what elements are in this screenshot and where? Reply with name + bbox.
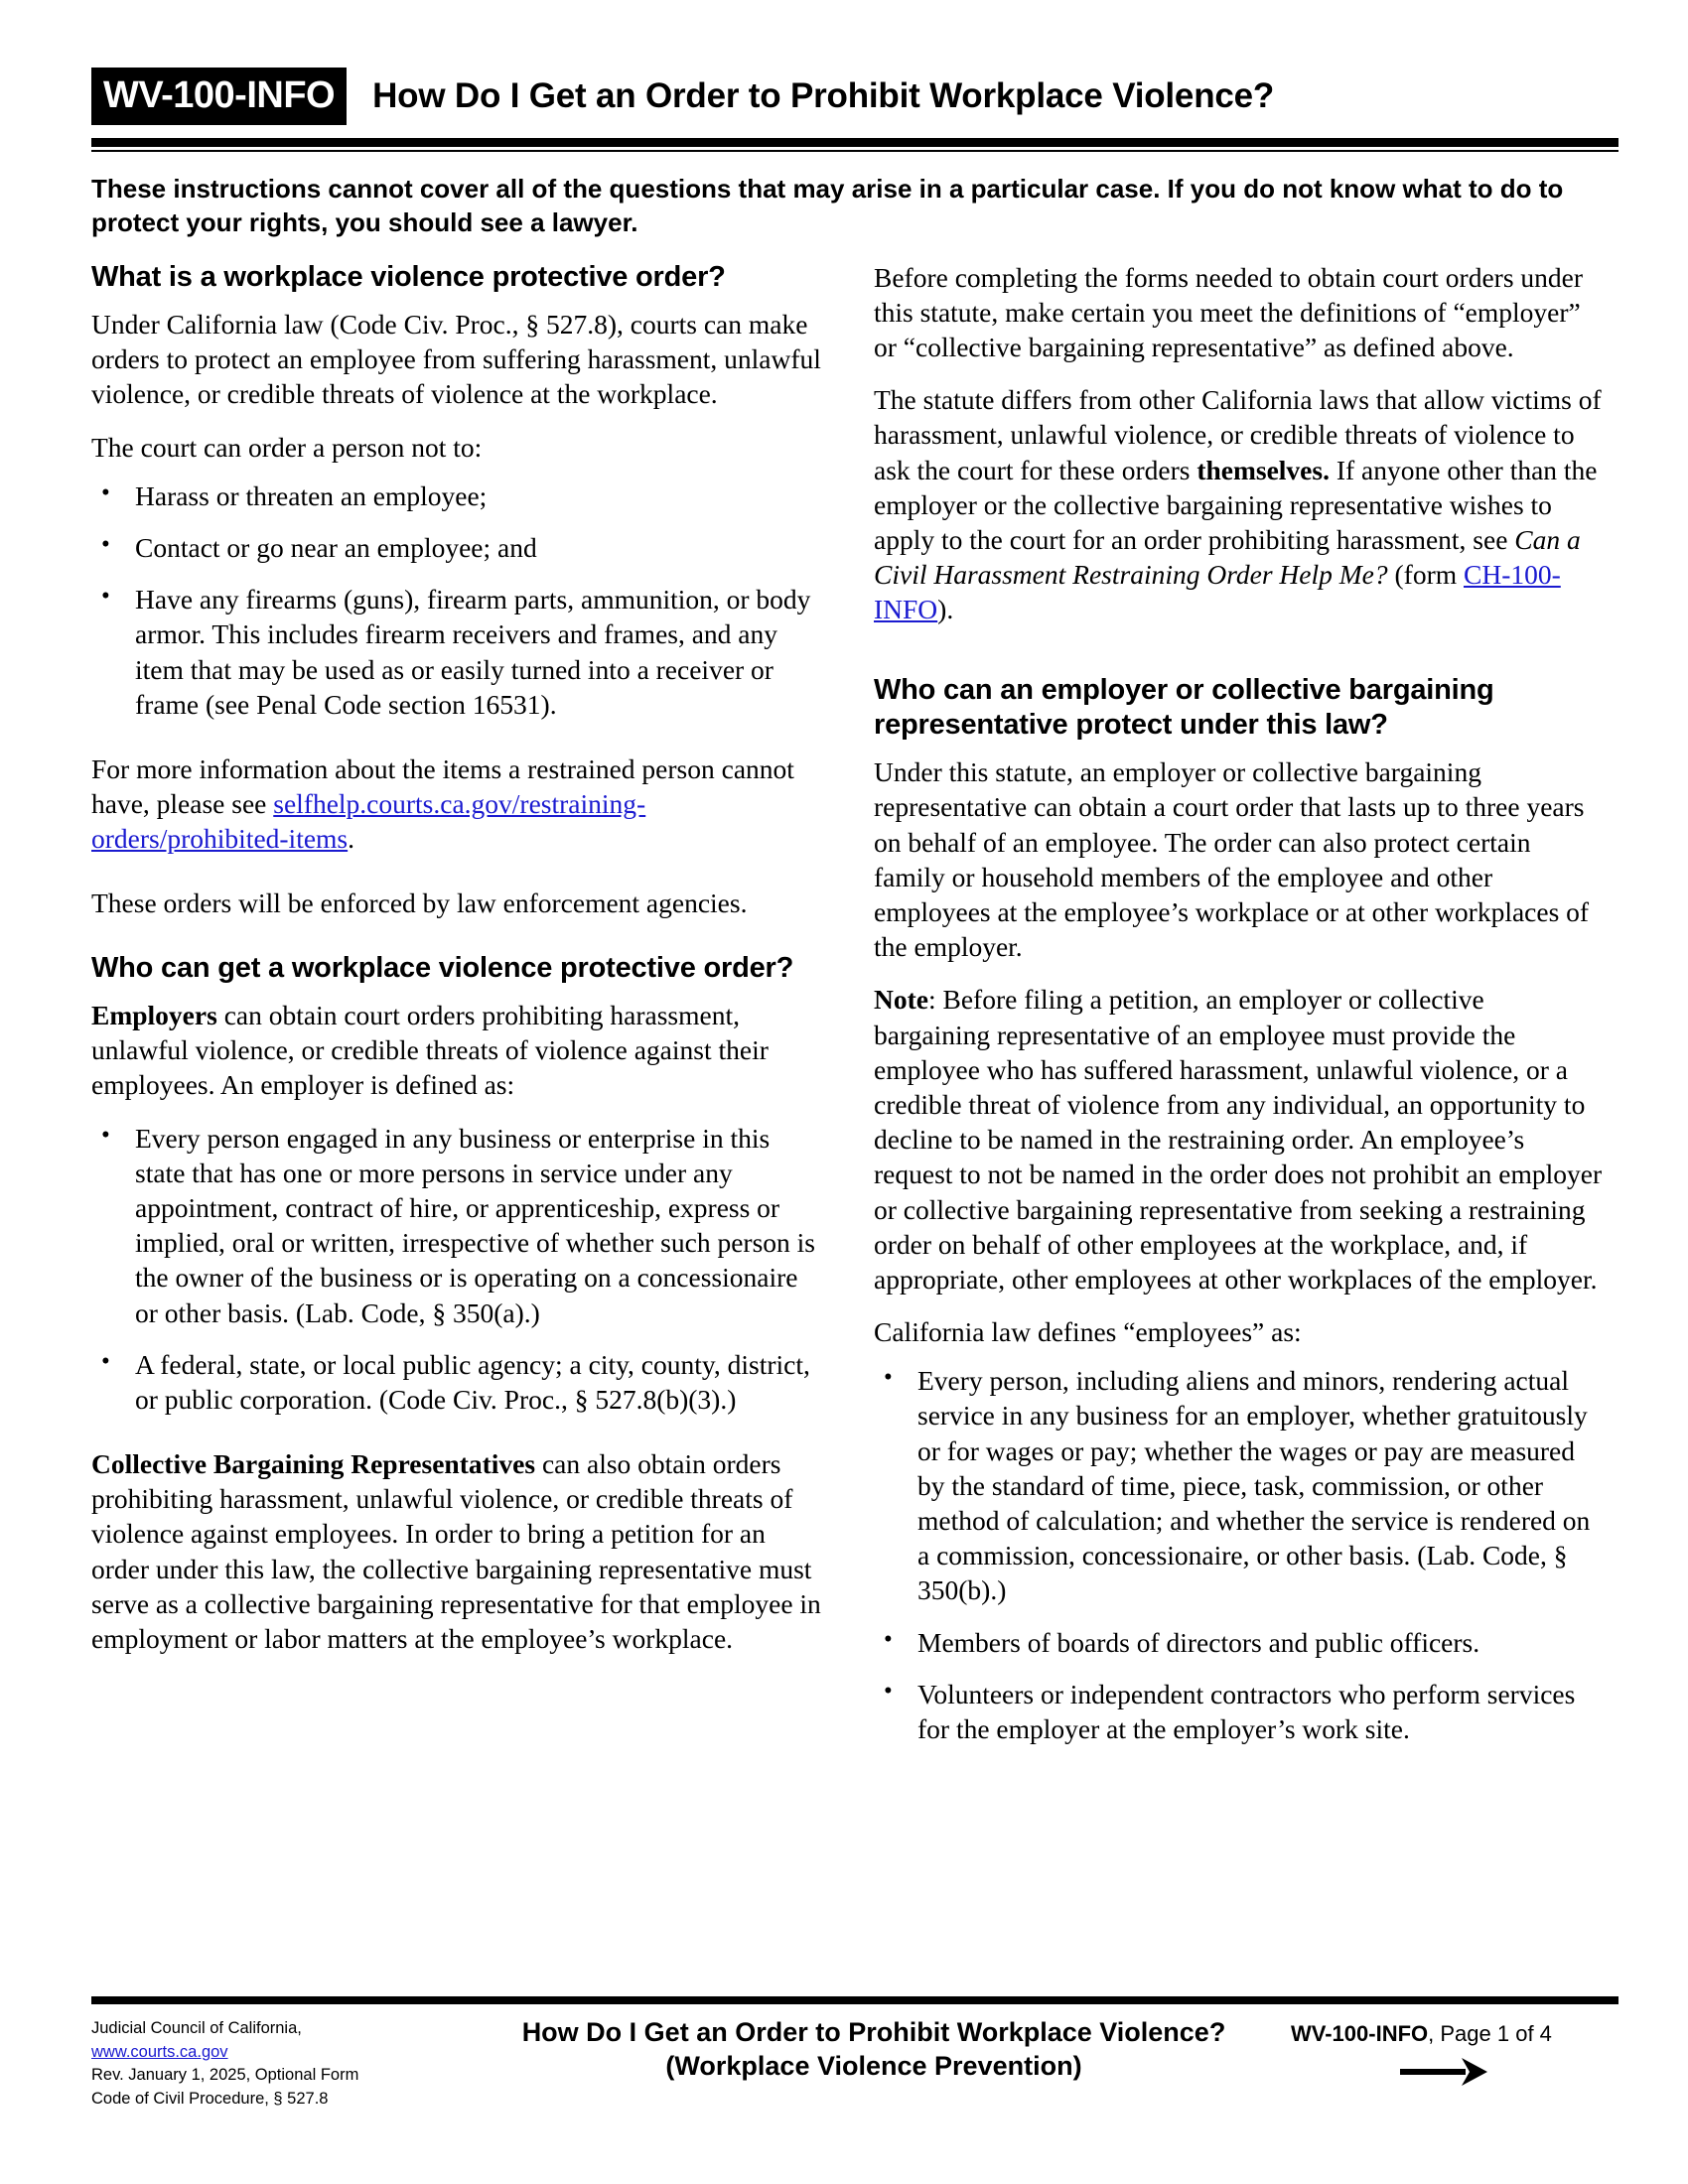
paragraph-collective-bargaining <box>91 1446 822 1656</box>
footer-right-block <box>1291 2013 1618 2095</box>
footer-form-number: WV-100-INFO <box>1291 2021 1429 2047</box>
paragraph-under-california-law: Under California law (Code Civ. Proc., § 527.8), courts can make orders to protect an employee from suffering harassment, unlawful violence, or credible threats of violence at the workplace. <box>91 309 821 410</box>
two-column-body <box>91 260 1618 1765</box>
prohibited-items-link[interactable]: selfhelp.courts.ca.gov/restraining-orders/prohibited-items <box>91 788 646 855</box>
paragraph-under-this-statute: Under this statute, an employer or collective bargaining representative can obtain a court order that lasts up to three years on behalf of an employee. The order can also protect certain family or household members of the employee and other employees at the employee’s workplace or at other workplaces of the employer. <box>874 756 1590 963</box>
text-part-c: (form <box>1387 559 1464 591</box>
courts-website-link[interactable]: www.courts.ca.gov <box>91 2042 228 2061</box>
ch-100-info-link[interactable]: CH-100-INFO <box>874 559 1561 625</box>
text-part-b: If anyone other than the employer or the collective bargaining representative wishes to apply to the court for an order prohibiting harassment, see <box>874 454 1598 555</box>
collective-bargaining-text: can also obtain orders prohibiting harassment, unlawful violence, or credible threats of violence against employees. In order to bring a petition for an order under this law, the collective bargaining representative must serve as a collective bargaining representative for that employee in employment or labor matters at the employee’s workplace. <box>91 1448 821 1654</box>
note-bold-lead: Note <box>874 984 928 1016</box>
header-rule-thick <box>91 138 1618 147</box>
next-page-arrow-icon <box>1291 2055 1618 2095</box>
spacer <box>91 740 822 751</box>
list-item: • Have any firearms (guns), firearm parts, ammunition, or body armor. This includes firearm receivers and frames, and any item that may be used as or easily turned into a receiver or frame (see Penal Code section 16531). <box>91 582 822 722</box>
list-item: • Every person, including aliens and minors, rendering actual service in any business for an employer, whether gratuitously or for wages or pay; whether the wages or pay are measured by the standard of time, piece, task, commission, or other method of calculation; and whether the service is rendered on a commission, concessionaire, or other basis. (Lab. Code, § 350(b).) <box>874 1363 1605 1607</box>
footer-page-info <box>1291 2021 1618 2047</box>
spacer <box>91 1434 822 1446</box>
employers-bold-lead: Employers <box>91 1000 217 1030</box>
footer-council: Judicial Council of California, <box>91 2019 302 2038</box>
list-item: • A federal, state, or local public agency; a city, county, district, or public corporation. (Code Civ. Proc., § 527.8(b)(3).) <box>91 1347 822 1417</box>
page-title: How Do I Get an Order to Prohibit Workplace Violence? <box>372 76 1275 115</box>
header-rule-thin <box>91 150 1618 152</box>
text-part-a: The statute differs from other California laws that allow victims of harassment, unlawful violence, or credible threats of violence to ask the court for these orders <box>874 384 1602 485</box>
paragraph-note <box>874 982 1605 1297</box>
footer-page-label: , Page 1 of 4 <box>1428 2021 1552 2047</box>
themselves-bold: themselves. <box>1196 454 1330 485</box>
list-employee-definition <box>874 1363 1605 1746</box>
list-item: • Every person engaged in any business or enterprise in this state that has one or more persons in service under any appointment, contract of hire, or apprenticeship, express or implied, oral or written, irrespective of whether such person is the owner of the business or is operating on a concessionaire or other basis. (Lab. Code, § 350(a).) <box>91 1121 822 1330</box>
form-number-badge: WV-100-INFO <box>91 68 347 125</box>
employers-text: can obtain court orders prohibiting harassment, unlawful violence, or credible threats of violence against their employees. An employer is defined as: <box>91 1000 769 1101</box>
footer-rule <box>91 1996 1618 2004</box>
paragraph-more-information <box>91 751 822 857</box>
paragraph-before-completing: Before completing the forms needed to obtain court orders under this statute, make certain you meet the definitions of “employer” or “collective bargaining representative” as defined above. <box>874 261 1584 362</box>
text-part-d: ). <box>937 594 954 625</box>
right-column <box>874 260 1605 1765</box>
heading-what-is-wvpo: What is a workplace violence protective order? <box>91 260 726 293</box>
form-title-italic: Can a Civil Harassment Restraining Order Help Me? <box>874 523 1581 591</box>
paragraph-court-can-order: The court can order a person not to: <box>91 431 483 463</box>
list-court-orders <box>91 478 822 722</box>
list-item: • Harass or threaten an employee; <box>91 478 822 513</box>
spacer <box>91 874 822 886</box>
intro-notice: These instructions cannot cover all of the questions that may arise in a particular case. If you do not know what to do to protect your rights, you should see a lawyer. <box>91 174 1564 238</box>
note-text: : Before filing a petition, an employer or collective bargaining representative of an employee must provide the employee who has suffered harassment, unlawful violence, or a credible threat of violence from any individual, an opportunity to decline to be named in the restraining order. An employee’s request to not be named in the order does not prohibit an employer or collective bargaining representative from seeking a restraining order on behalf of other employees at the workplace, and, if appropriate, other employees at other workplaces of the employer. <box>874 984 1603 1295</box>
list-item: • Contact or go near an employee; and <box>91 530 822 565</box>
list-item: • Volunteers or independent contractors who perform services for the employer at the employer’s work site. <box>874 1677 1605 1746</box>
paragraph-statute-differs <box>874 382 1605 626</box>
heading-who-can-get: Who can get a workplace violence protective order? <box>91 951 794 984</box>
document-footer <box>91 1996 1618 2111</box>
heading-who-can-protect: Who can an employer or collective bargaining representative protect under this law? <box>874 673 1494 741</box>
list-item: • Members of boards of directors and public officers. <box>874 1625 1605 1660</box>
paragraph-enforcement: These orders will be enforced by law enforcement agencies. <box>91 887 748 919</box>
list-employer-definition <box>91 1121 822 1418</box>
footer-title: How Do I Get an Order to Prohibit Workplace Violence? <box>521 2017 1226 2048</box>
text-prefix: For more information about the items a restrained person cannot have, please see <box>91 752 794 820</box>
document-header <box>91 68 1618 125</box>
collective-bargaining-bold-lead: Collective Bargaining Representatives <box>91 1448 536 1480</box>
footer-subtitle: (Workplace Violence Prevention) <box>665 2051 1082 2082</box>
footer-center-block <box>457 2013 1291 2083</box>
paragraph-defines-employees: California law defines “employees” as: <box>874 1316 1302 1348</box>
paragraph-employers <box>91 998 822 1103</box>
footer-code: Code of Civil Procedure, § 527.8 <box>91 2089 329 2108</box>
left-column <box>91 260 822 1765</box>
footer-left-block <box>91 2013 508 2111</box>
footer-revision: Rev. January 1, 2025, Optional Form <box>91 2066 359 2085</box>
text-suffix: . <box>348 823 355 855</box>
